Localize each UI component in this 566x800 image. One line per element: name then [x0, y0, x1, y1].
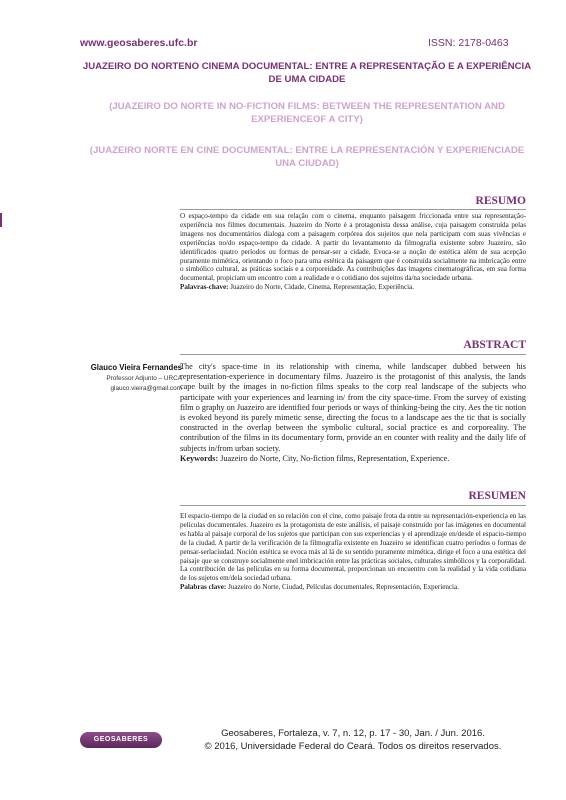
resumen-section: [180, 512, 526, 592]
abstract-keywords: Juazeiro do Norte, City, No-fiction films, Representation, Experience.: [218, 453, 450, 463]
resumen-heading: RESUMEN: [468, 490, 526, 502]
abstract-text: The city's space-time in its relationship with cinema, while landscaper dubbed between his representation-experience in documentary films. Juazeiro is the protagonist of this analysis, the lands cape built by the images in no-fiction films speaks to the corp real landscape of the subjects who participate with your experiences and learning in/ from the city space-time. From the survey of existing film o graphy on Juazeiro are identified four periods or ways of thinking-being the city. Aes the tic notion is evoked beyond its purely mimetic sense, directing the focus to a landscape aes the tic that is socially constructed in the overlap between the symbolic cultural, social practice es and corporeality. The contribution of the films in its documentary form, provide an en counter with reality and the daily life of subjects in/from urban society.: [180, 362, 526, 453]
journal-website-link[interactable]: www.geosaberes.ufc.br: [80, 37, 198, 49]
resumen-keywords: Juazeiro do Norte, Ciudad, Películas documentales, Representación, Experiencia.: [226, 583, 459, 592]
author-role: Professor Adjunto – URCA: [106, 375, 182, 382]
title-spanish: (JUAZEIRO NORTE EN CINE DOCUMENTAL: ENTRE LA REPRESENTACIÓN Y EXPERIENCIADE UNA CIUDAD): [89, 145, 525, 169]
resumen-keywords-label: Palabras clave:: [180, 583, 227, 592]
title-portuguese: JUAZEIRO DO NORTENO CINEMA DOCUMENTAL: ENTRE A REPRESENTAÇÃO E A EXPERIÊNCIA DE UMA CIDADE: [82, 61, 532, 85]
title-english: (JUAZEIRO DO NORTE IN NO-FICTION FILMS: BETWEEN THE REPRESENTATION AND EXPERIENCEOF A CITY): [109, 101, 505, 125]
resumen-text: El espacio-tiempo de la ciudad en su relación con el cine, como paisaje frota da entre su representación-experiencia en las películas documentales. Juazeiro es la protagonista de este análisis, el paisaje construido por las imágenes en documental es habla al paisaje corporal de los sujetos que participan con sus experiencias y el aprendizaje en/desde el espacio-tiempo de la ciudad. A partir de la verificación de la filmografía existente en Juazeiro se identifican cuatro períodos o formas de pensar-serlaciudad. Noción estética se evoca más al lá de su sentido puramente mimética, dirige el foco a una estética del paisaje que se construye socialmente enel imbricación entre las prácticas sociales, culturales simbólicos y la corporalidad. La contribución de las películas en su forma documental, proporcionan un encuentro con la realidad y la vida cotidiana de los sujetos em/dela sociedad urbana.: [180, 512, 526, 583]
resumo-keywords-label: Palavras-chave:: [180, 283, 229, 292]
abstract-heading: ABSTRACT: [463, 339, 526, 351]
resumen-divider: [180, 505, 526, 506]
author-block: [30, 363, 182, 392]
issn-label: ISSN: 2178-0463: [428, 37, 509, 49]
abstract-keywords-label: Keywords:: [180, 453, 219, 463]
footer-citation-block: [180, 727, 526, 753]
geosaberes-logo: GEOSABERES: [80, 732, 162, 748]
footer-copyright: © 2016, Universidade Federal do Ceará. Todos os direitos reservados.: [204, 741, 502, 752]
resumo-text: O espaço-tempo da cidade em sua relação com o cinema, enquanto paisagem friccionada entre sua representação-experiência nos filmes documentais. Juazeiro do Norte é a protagonista dessa análise, cuja paisagem construída pelas imagens nos documentários dialoga com a paisagem corpórea dos sujeitos que nela participam com suas vivências e experiências no/do espaço-tempo da cidade. A partir do levantamento da filmografia existente sobre Juazeiro, são identificados quatro períodos ou formas de pensar-ser a cidade. Evoca-se a noção de estética além de sua acepção puramente mimética, orientando o foco para uma estética da paisagem que é construída socialmente na imbricação entre o simbólico cultural, as práticas sociais e a corporeidade. As contribuições das imagens cinematográficas, em sua forma documental, propiciam um encontro com a realidade e o cotidiano dos sujeitos da/na sociedade urbana.: [180, 212, 526, 283]
author-email[interactable]: glauco.vieira@gmail.com: [110, 385, 182, 392]
abstract-section: [180, 362, 526, 464]
author-name: Glauco Vieira Fernandes: [90, 363, 182, 372]
footer-citation: Geosaberes, Fortaleza, v. 7, n. 12, p. 17 - 30, Jan. / Jun. 2016.: [221, 728, 485, 739]
resumo-section: [180, 212, 526, 292]
resumo-heading: RESUMO: [475, 195, 526, 207]
margin-marker: [0, 213, 2, 227]
abstract-divider: [180, 354, 526, 355]
resumo-divider: [180, 209, 526, 210]
resumo-keywords: Juazeiro do Norte, Cidade, Cinema, Representação, Experiência.: [228, 283, 415, 292]
